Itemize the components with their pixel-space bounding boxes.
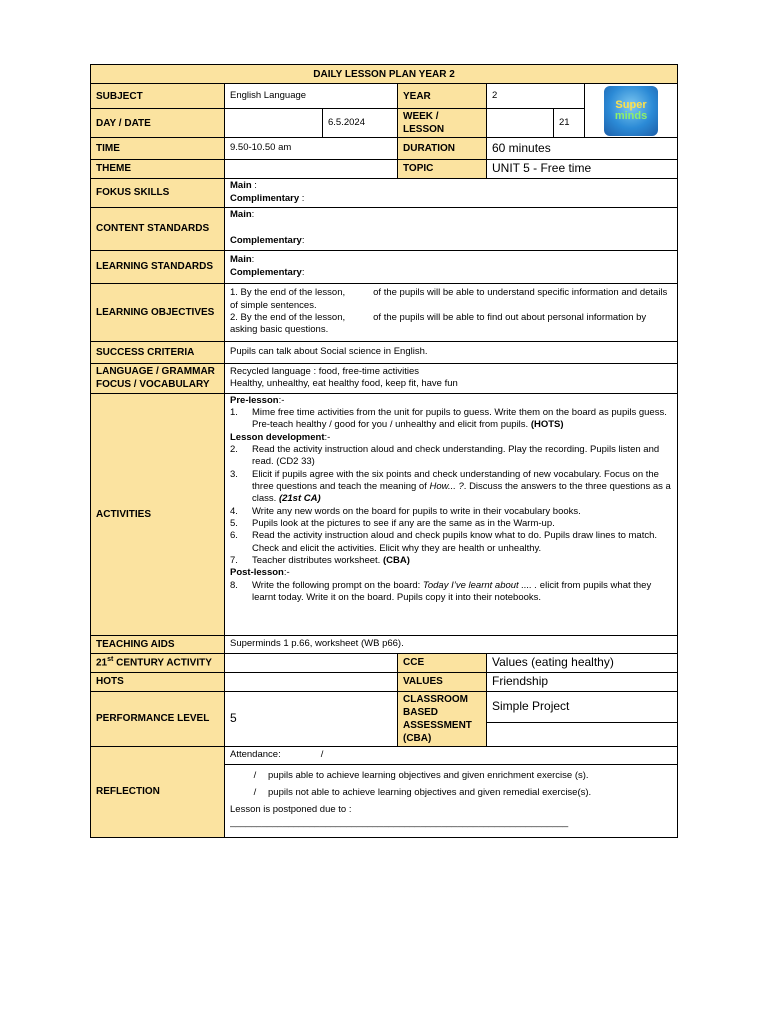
- pre-lesson-heading: Pre-lesson: [230, 394, 279, 406]
- activity-number: 1.: [230, 406, 238, 418]
- learning-objectives-label: LEARNING OBJECTIVES: [91, 283, 225, 341]
- century-rest: CENTURY ACTIVITY: [113, 657, 212, 669]
- language-focus-line-2: Healthy, unhealthy, eat healthy food, keep fit, have fun: [230, 378, 458, 390]
- activities-label: ACTIVITIES: [91, 393, 225, 635]
- cba-label: [398, 691, 487, 746]
- page-title: DAILY LESSON PLAN YEAR 2: [91, 65, 678, 84]
- activities-value: [225, 393, 678, 635]
- theme-label: THEME: [91, 160, 225, 179]
- learning-standards-value: [225, 250, 678, 283]
- activity-text: Teacher distributes worksheet.: [252, 555, 383, 567]
- activity-text: Pupils look at the pictures to see if any are the same as in the Warm-up.: [252, 518, 555, 530]
- cba-extra-cell: [487, 722, 678, 746]
- subject-value: English Language: [225, 84, 398, 109]
- objective-1-start: 1. By the end of the lesson,: [230, 287, 346, 299]
- activity-text: Write the following prompt on the board:: [252, 579, 423, 591]
- reflection-line-1: [230, 770, 672, 782]
- activity-number: 3.: [230, 468, 238, 480]
- activity-item: [230, 518, 672, 530]
- century-sup: st: [107, 656, 114, 664]
- fokus-skills-value: [225, 178, 678, 207]
- teaching-aids-label: TEACHING AIDS: [91, 635, 225, 653]
- time-label: TIME: [91, 138, 225, 160]
- teaching-aids-value: Superminds 1 p.66, worksheet (WB p66).: [225, 635, 678, 653]
- activity-text: Read the activity instruction aloud and check understanding. Play the recording. Pupils listen and read. (CD2 33): [252, 443, 660, 468]
- activity-item: [230, 444, 672, 469]
- performance-level-label: PERFORMANCE LEVEL: [91, 691, 225, 746]
- activity-tag: (21st CA): [278, 493, 321, 505]
- reflection-line-1-text: pupils able to achieve learning objectives and given enrichment exercise (s).: [268, 769, 589, 781]
- subject-label: SUBJECT: [91, 84, 225, 109]
- date-value: 6.5.2024: [323, 109, 398, 138]
- activity-text: Elicit if pupils agree with the six points and check understanding of new vocabulary. Focus on the three questions and teach the meaning of: [252, 468, 659, 492]
- reflection-label: REFLECTION: [91, 746, 225, 837]
- values-label: VALUES: [398, 672, 487, 691]
- content-comp-sep: :: [301, 234, 305, 246]
- activity-tag: (HOTS): [530, 419, 564, 431]
- lesson-development-sep: :-: [324, 431, 331, 443]
- hots-value: [225, 672, 398, 691]
- post-lesson-sep: :-: [283, 567, 290, 579]
- activity-number: 7.: [230, 555, 238, 567]
- duration-value: 60 minutes: [487, 138, 678, 160]
- logo-line-2: minds: [614, 109, 648, 122]
- objective-1-end: of the pupils will be able to understand specific information and details of simple sentences.: [230, 287, 668, 311]
- content-standards-label: CONTENT STANDARDS: [91, 207, 225, 250]
- post-lesson-list: [230, 580, 672, 605]
- success-criteria-label: SUCCESS CRITERIA: [91, 341, 225, 363]
- day-value: [225, 109, 323, 138]
- cba-label-2: ASSESSMENT (CBA): [403, 719, 472, 744]
- superminds-logo: [604, 86, 658, 136]
- century-activity-label: [91, 653, 225, 672]
- content-comp-label: Complementary: [230, 234, 302, 246]
- activity-text: Write any new words on the board for pupils to write in their vocabulary books.: [252, 505, 581, 517]
- reflection-line-2-text: pupils not able to achieve learning objectives and given remedial exercise(s).: [268, 786, 592, 798]
- cba-value: Simple Project: [487, 691, 678, 722]
- objective-1: [230, 287, 672, 312]
- activity-number: 5.: [230, 518, 238, 530]
- activity-italic-text: Today I’ve learnt about .... .: [422, 579, 538, 591]
- fokus-comp-label: Complimentary: [230, 192, 300, 204]
- hots-label: HOTS: [91, 672, 225, 691]
- attendance-sep: /: [320, 748, 324, 760]
- language-focus-value: [225, 363, 678, 393]
- content-standards-value: [225, 207, 678, 250]
- reflection-line-2: [230, 787, 672, 799]
- lesson-plan-table: [90, 64, 678, 838]
- activity-text-cont: elicit from pupils what they learnt today. Write it on the board. Pupils copy it into their notebooks.: [252, 579, 652, 604]
- postponed-label: Lesson is postponed due to :: [230, 804, 352, 816]
- ls-main-label: Main: [230, 254, 252, 266]
- activity-text: Read the activity instruction aloud and check pupils know what to do. Pupils draw lines to match. Check and elicit the activities. Elicit why they are health or unhealthy.: [252, 530, 658, 554]
- content-main-label: Main: [230, 208, 252, 220]
- day-date-label: DAY / DATE: [91, 109, 225, 138]
- success-criteria-value: Pupils can talk about Social science in English.: [225, 341, 678, 363]
- fokus-main-label: Main: [230, 180, 252, 192]
- activity-text: Mime free time activities from the unit for pupils to guess. Write them on the board as pupils guess. Pre-teach healthy / good for you / unhealthy and elicit from pupils.: [252, 406, 667, 431]
- lesson-development-heading: Lesson development: [230, 431, 325, 443]
- activity-item: [230, 407, 672, 432]
- lesson-value: 21: [554, 109, 585, 138]
- fokus-main-sep: :: [251, 180, 257, 192]
- values-value: Friendship: [487, 672, 678, 691]
- activity-item: [230, 469, 672, 506]
- objective-2: [230, 312, 672, 337]
- activity-tag: (CBA): [382, 555, 410, 567]
- century-activity-value: [225, 653, 398, 672]
- language-focus-label-1: LANGUAGE / GRAMMAR: [96, 366, 215, 378]
- reflection-cell: [225, 764, 678, 837]
- theme-value: [225, 160, 398, 179]
- ls-comp-sep: :: [301, 266, 305, 278]
- cba-label-1: CLASSROOM BASED: [403, 693, 468, 718]
- language-focus-label: [91, 363, 225, 393]
- learning-objectives-value: [225, 283, 678, 341]
- objective-2-end: of the pupils will be able to find out about personal information by asking basic questions.: [230, 312, 647, 336]
- logo-line-1: Super: [615, 98, 647, 111]
- pre-lesson-list: [230, 407, 672, 432]
- fokus-comp-sep: :: [299, 192, 305, 204]
- activity-italic-text: How... ?: [429, 481, 464, 492]
- cce-label: CCE: [398, 653, 487, 672]
- activity-item: [230, 580, 672, 605]
- activity-number: 4.: [230, 505, 238, 517]
- reflection-line-1-sep: /: [253, 769, 257, 781]
- language-focus-line-1: Recycled language : food, free-time activities: [230, 365, 420, 377]
- attendance-label: Attendance:: [230, 748, 281, 760]
- reflection-line-2-sep: /: [253, 786, 257, 798]
- week-value: [487, 109, 554, 138]
- ls-main-sep: :: [251, 254, 255, 266]
- time-value: 9.50-10.50 am: [225, 138, 398, 160]
- activity-item: [230, 506, 672, 518]
- logo-cell: [585, 84, 678, 138]
- activity-item: [230, 530, 672, 555]
- attendance-cell: [225, 746, 678, 764]
- objective-2-start: 2. By the end of the lesson,: [230, 312, 346, 324]
- post-lesson-heading: Post-lesson: [230, 567, 284, 579]
- topic-value: UNIT 5 - Free time: [487, 160, 678, 179]
- week-lesson-label: WEEK / LESSON: [398, 109, 487, 138]
- lesson-development-list: [230, 444, 672, 567]
- year-label: YEAR: [398, 84, 487, 109]
- activity-number: 2.: [230, 443, 238, 455]
- lesson-plan-sheet: [90, 64, 677, 828]
- postponed-underline: ________________________________________________________________: [230, 816, 569, 828]
- pre-lesson-sep: :-: [278, 394, 285, 406]
- learning-standards-label: LEARNING STANDARDS: [91, 250, 225, 283]
- activity-text-cont: . Discuss the answers to the three questions as a class.: [252, 481, 671, 505]
- fokus-skills-label: FOKUS SKILLS: [91, 178, 225, 207]
- content-main-sep: :: [251, 208, 255, 220]
- year-value: 2: [487, 84, 585, 109]
- activity-item: [230, 555, 672, 567]
- activity-number: 6.: [230, 530, 238, 542]
- activity-number: 8.: [230, 579, 238, 591]
- topic-label: TOPIC: [398, 160, 487, 179]
- ls-comp-label: Complementary: [230, 266, 302, 278]
- duration-label: DURATION: [398, 138, 487, 160]
- century-num: 21: [96, 657, 108, 669]
- performance-level-value: 5: [225, 691, 398, 746]
- cce-value: Values (eating healthy): [487, 653, 678, 672]
- language-focus-label-2: FOCUS / VOCABULARY: [96, 379, 210, 391]
